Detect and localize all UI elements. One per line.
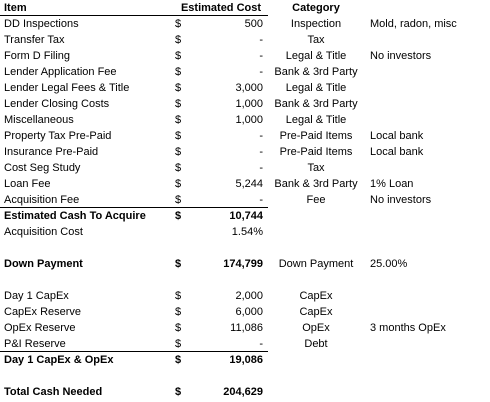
category-cell[interactable] bbox=[266, 224, 366, 240]
item-cell[interactable]: Cost Seg Study bbox=[4, 162, 81, 174]
amount-cell[interactable] bbox=[195, 272, 263, 288]
amount-cell[interactable]: 174,799 bbox=[223, 258, 263, 270]
item-cell[interactable]: Lender Application Fee bbox=[4, 66, 117, 78]
item-cell[interactable]: Total Cash Needed bbox=[4, 386, 103, 398]
amount-cell[interactable]: - bbox=[259, 338, 263, 350]
amount-cell[interactable]: - bbox=[259, 34, 263, 46]
amount-cell[interactable] bbox=[195, 368, 263, 384]
note-cell[interactable]: 3 months OpEx bbox=[370, 322, 446, 334]
dollar-sign-cell[interactable]: $ bbox=[175, 354, 182, 366]
item-cell[interactable] bbox=[4, 272, 172, 288]
category-cell[interactable]: Pre-Paid Items bbox=[279, 146, 353, 158]
amount-cell[interactable]: - bbox=[259, 146, 263, 158]
dollar-sign-cell[interactable]: $ bbox=[175, 210, 182, 222]
item-cell[interactable]: Day 1 CapEx bbox=[4, 290, 69, 302]
table-row bbox=[0, 288, 490, 304]
table-row bbox=[0, 368, 490, 384]
amount-cell[interactable]: 500 bbox=[244, 18, 263, 30]
note-cell[interactable] bbox=[370, 352, 488, 368]
note-cell[interactable] bbox=[370, 240, 488, 256]
dollar-sign-cell[interactable]: $ bbox=[175, 18, 182, 30]
amount-cell[interactable]: 6,000 bbox=[235, 306, 263, 318]
dollar-sign-cell[interactable]: $ bbox=[175, 178, 182, 190]
category-cell[interactable] bbox=[266, 368, 366, 384]
note-cell[interactable] bbox=[370, 80, 488, 96]
amount-cell[interactable]: - bbox=[259, 130, 263, 142]
amount-cell[interactable]: 204,629 bbox=[223, 386, 263, 398]
dollar-sign-cell[interactable] bbox=[175, 240, 189, 256]
category-cell[interactable]: Inspection bbox=[290, 18, 342, 30]
note-cell[interactable] bbox=[370, 96, 488, 112]
dollar-sign-cell[interactable]: $ bbox=[175, 98, 182, 110]
amount-cell[interactable] bbox=[195, 240, 263, 256]
amount-cell[interactable]: 3,000 bbox=[235, 82, 263, 94]
item-header[interactable]: Item bbox=[4, 2, 27, 14]
item-cell[interactable]: Miscellaneous bbox=[4, 114, 74, 126]
table-row bbox=[0, 256, 490, 272]
category-cell[interactable]: Fee bbox=[306, 194, 326, 206]
note-cell[interactable]: Local bank bbox=[370, 130, 424, 142]
table-row bbox=[0, 320, 490, 336]
dollar-sign-cell[interactable]: $ bbox=[175, 306, 182, 318]
table-row bbox=[0, 272, 490, 288]
item-cell[interactable]: Transfer Tax bbox=[4, 34, 65, 46]
category-cell[interactable]: Bank & 3rd Party bbox=[274, 178, 358, 190]
item-cell[interactable]: CapEx Reserve bbox=[4, 306, 82, 318]
dollar-sign-cell[interactable]: $ bbox=[175, 386, 182, 398]
category-cell[interactable] bbox=[266, 352, 366, 368]
amount-cell[interactable]: 5,244 bbox=[235, 178, 263, 190]
amount-cell[interactable]: 1,000 bbox=[235, 114, 263, 126]
item-cell[interactable]: DD Inspections bbox=[4, 18, 79, 30]
dollar-sign-cell[interactable]: $ bbox=[175, 146, 182, 158]
note-cell[interactable] bbox=[370, 224, 488, 240]
item-cell[interactable]: P&I Reserve bbox=[4, 338, 66, 350]
note-cell[interactable]: Mold, radon, misc bbox=[370, 18, 457, 30]
dollar-sign-cell[interactable]: $ bbox=[175, 130, 182, 142]
table-row bbox=[0, 240, 490, 256]
note-cell[interactable] bbox=[370, 272, 488, 288]
table-row bbox=[0, 384, 490, 400]
category-cell[interactable]: Legal & Title bbox=[285, 114, 347, 126]
table-row bbox=[0, 160, 490, 176]
dollar-sign-cell[interactable]: $ bbox=[175, 290, 182, 302]
table-row bbox=[0, 96, 490, 112]
amount-cell[interactable]: 10,744 bbox=[229, 210, 263, 222]
table-row bbox=[0, 176, 490, 192]
note-cell[interactable]: Local bank bbox=[370, 146, 424, 158]
dollar-sign-cell[interactable]: $ bbox=[175, 194, 182, 206]
amount-cell[interactable]: 1,000 bbox=[235, 98, 263, 110]
item-cell[interactable]: OpEx Reserve bbox=[4, 322, 76, 334]
amount-cell[interactable]: - bbox=[259, 162, 263, 174]
item-cell[interactable]: Form D Filing bbox=[4, 50, 71, 62]
item-cell[interactable]: Property Tax Pre-Paid bbox=[4, 130, 112, 142]
category-cell[interactable]: CapEx bbox=[299, 306, 333, 318]
note-cell[interactable] bbox=[370, 384, 488, 400]
note-cell[interactable] bbox=[370, 64, 488, 80]
item-cell[interactable]: Lender Closing Costs bbox=[4, 98, 110, 110]
amount-cell[interactable]: 2,000 bbox=[235, 290, 263, 302]
table-row bbox=[0, 144, 490, 160]
category-cell[interactable]: Bank & 3rd Party bbox=[274, 66, 358, 78]
item-cell[interactable]: Lender Legal Fees & Title bbox=[4, 82, 130, 94]
note-cell[interactable] bbox=[370, 112, 488, 128]
category-cell[interactable]: CapEx bbox=[299, 290, 333, 302]
note-cell[interactable]: No investors bbox=[370, 194, 432, 206]
item-cell[interactable]: Estimated Cash To Acquire bbox=[4, 210, 146, 222]
note-cell[interactable]: No investors bbox=[370, 50, 432, 62]
table-row bbox=[0, 192, 490, 208]
category-cell[interactable]: Legal & Title bbox=[285, 82, 347, 94]
dollar-sign-cell[interactable]: $ bbox=[175, 114, 182, 126]
note-cell[interactable]: 25.00% bbox=[370, 258, 408, 270]
dollar-sign-cell[interactable]: $ bbox=[175, 322, 182, 334]
category-cell[interactable]: Tax bbox=[307, 34, 325, 46]
category-cell[interactable]: Debt bbox=[304, 338, 328, 350]
table-row bbox=[0, 336, 490, 352]
table-row bbox=[0, 352, 490, 368]
category-cell[interactable]: Tax bbox=[307, 162, 325, 174]
category-cell[interactable] bbox=[266, 384, 366, 400]
amount-cell[interactable]: 1.54% bbox=[231, 226, 263, 238]
category-cell[interactable]: Pre-Paid Items bbox=[279, 130, 353, 142]
item-cell[interactable]: Day 1 CapEx & OpEx bbox=[4, 354, 114, 366]
amount-cell[interactable]: - bbox=[259, 194, 263, 206]
note-cell[interactable] bbox=[370, 368, 488, 384]
amount-cell[interactable]: - bbox=[259, 66, 263, 78]
note-cell[interactable]: 1% Loan bbox=[370, 178, 414, 190]
table-row bbox=[0, 112, 490, 128]
table-row bbox=[0, 64, 490, 80]
note-cell[interactable] bbox=[370, 160, 488, 176]
category-header[interactable]: Category bbox=[292, 2, 340, 14]
dollar-sign-cell[interactable]: $ bbox=[175, 34, 182, 46]
item-cell[interactable]: Acquisition Cost bbox=[4, 226, 83, 238]
category-cell[interactable] bbox=[266, 240, 366, 256]
item-cell[interactable]: Loan Fee bbox=[4, 178, 51, 190]
note-cell[interactable] bbox=[370, 304, 488, 320]
amount-cell[interactable]: 11,086 bbox=[230, 322, 263, 334]
dollar-sign-cell[interactable]: $ bbox=[175, 338, 182, 350]
dollar-sign-cell[interactable]: $ bbox=[175, 82, 182, 94]
dollar-sign-cell[interactable]: $ bbox=[175, 162, 182, 174]
item-cell[interactable]: Insurance Pre-Paid bbox=[4, 146, 99, 158]
table-row bbox=[0, 304, 490, 320]
note-cell[interactable] bbox=[370, 208, 488, 224]
item-cell[interactable] bbox=[4, 368, 172, 384]
amount-cell[interactable]: - bbox=[259, 50, 263, 62]
dollar-sign-cell[interactable]: $ bbox=[175, 66, 182, 78]
item-cell[interactable]: Down Payment bbox=[4, 258, 83, 270]
category-cell[interactable]: Bank & 3rd Party bbox=[274, 98, 358, 110]
amount-cell[interactable]: 19,086 bbox=[229, 354, 263, 366]
estimated-cost-header[interactable]: Estimated Cost bbox=[180, 2, 262, 14]
category-cell[interactable] bbox=[266, 272, 366, 288]
note-cell[interactable] bbox=[370, 336, 488, 352]
dollar-sign-cell[interactable] bbox=[175, 224, 189, 240]
note-cell[interactable] bbox=[370, 288, 488, 304]
table-row bbox=[0, 128, 490, 144]
dollar-sign-cell[interactable] bbox=[175, 272, 189, 288]
item-cell[interactable] bbox=[4, 240, 172, 256]
table-row bbox=[0, 208, 490, 224]
category-cell[interactable]: OpEx bbox=[302, 322, 330, 334]
table-row bbox=[0, 32, 490, 48]
dollar-sign-cell[interactable]: $ bbox=[175, 50, 182, 62]
dollar-sign-cell[interactable] bbox=[175, 368, 189, 384]
table-row bbox=[0, 80, 490, 96]
dollar-sign-cell[interactable]: $ bbox=[175, 258, 182, 270]
note-cell[interactable] bbox=[370, 32, 488, 48]
table-row bbox=[0, 224, 490, 240]
header-row bbox=[0, 0, 490, 16]
category-cell[interactable] bbox=[266, 208, 366, 224]
category-cell[interactable]: Down Payment bbox=[278, 258, 354, 270]
item-cell[interactable]: Acquisition Fee bbox=[4, 194, 80, 206]
category-cell[interactable]: Legal & Title bbox=[285, 50, 347, 62]
table-row bbox=[0, 16, 490, 32]
table-row bbox=[0, 48, 490, 64]
